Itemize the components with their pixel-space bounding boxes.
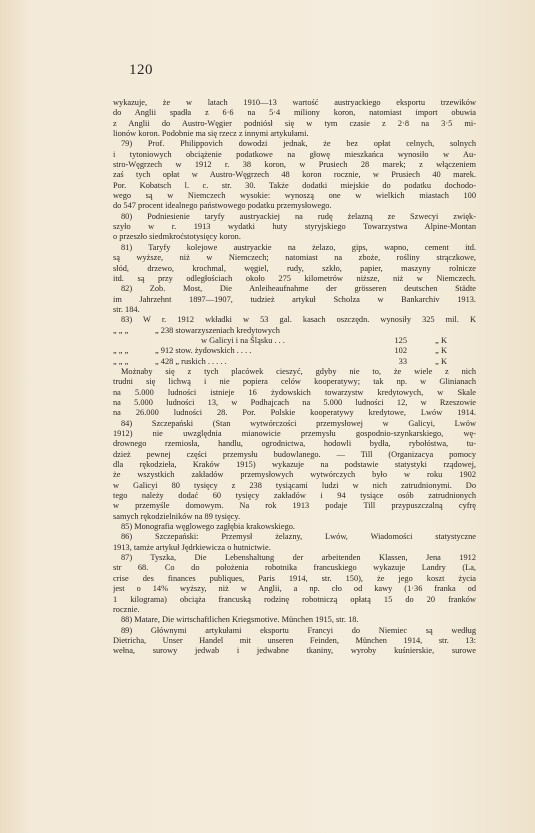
text-line: wykazuje, że w latach 1910—13 wartość austryackiego eksportu trzewików: [113, 98, 476, 107]
text-line: w Galicyi 80 tysięcy z 238 tysiącami ludzi w nich zatrudnionymi. Do: [113, 480, 476, 490]
text-line: trudni się lichwą i nie popiera celów kooperatywy; tak np. w Glinianach: [113, 377, 476, 387]
text-line: o przeszło siedmkroćstotysięcy koron.: [113, 232, 241, 242]
table-cell: „ „ „: [113, 356, 129, 366]
text-line: dzież pewnej części przemysłu budowlanego. — Till (Organizacya pomocy: [113, 449, 476, 459]
text-line: słód, drzewo, krochmal, węgiel, rudy, szkło, papier, maszyny rolnicze: [113, 263, 476, 273]
table-cell: 125: [394, 335, 407, 345]
text-line: dla rękodzieła, Kraków 1915) wykazuje na podstawie statystyki rządowej,: [113, 460, 476, 470]
text-line: Dietricha, Unser Handel mit unseren Feinden, München 1914, str. 13:: [113, 635, 476, 645]
text-line: 1913, tamże artykuł Jędrkiewicza o hutnictwie.: [113, 542, 271, 552]
footnote-89: 89) Głównymi artykułami eksportu Francyi do Niemiec są według: [121, 625, 476, 635]
text-line: crise des finances publiques, Paris 1914, str. 150), że jego koszt życia: [113, 573, 476, 583]
footnote-88: 88) Matare, Die wirtschaftlichen Kriegsmotive. München 1915, str. 18.: [121, 615, 359, 625]
table-cell: w Galicyi i na Śląsku . . .: [201, 335, 285, 345]
table-cell: „ K: [435, 346, 447, 356]
text-line: wełna, surowy jedwab i jedwabne tkaniny, wyroby kuśnierskie, surowe: [113, 646, 476, 656]
text-line: do Anglii spadła z 6·6 na 5·4 miliony koron, natomiast import obuwia: [113, 108, 476, 118]
text-line: zaś tych opłat w Austro-Węgrzech 48 koron rocznie, w Prusiech 40 marek.: [113, 170, 476, 180]
footnote-85: 85) Monografia węglowego zagłębia krakowskiego.: [121, 522, 296, 532]
text-line: samych rękodzielników na 89 tysięcy.: [113, 511, 241, 521]
table-row: [113, 336, 476, 346]
footnote-82: 82) Zob. Most, Die Anleiheaufnahme der grösseren deutschen Städte: [121, 284, 476, 294]
footnote-84: 84) Szczepański (Stan wytwórczości przemysłowej w Galicyi, Lwów: [121, 418, 476, 428]
footnote-86: 86) Szczepański: Przemysł żelazny, Lwów, Wiadomości statystyczne: [121, 532, 476, 542]
footnote-83: 83) W r. 1912 wkładki w 53 gal. kasach oszczędn. wynosiły 325 mil. K: [121, 315, 476, 325]
footnote-79: 79) Prof. Philippovich dowodzi jednak, że bez opłat celnych, solnych: [121, 139, 476, 149]
text-line: str 68. Co do położenia robotnika francuskiego wykazuje Landry (La,: [113, 563, 476, 573]
text-line: i tytoniowych obciążenie podatkowe na głowę mieszkańca wynosiło w Au-: [113, 149, 476, 159]
text-line: 1912) nie uwzględnia mianowicie przemysłu gospodnio-szynkarskiego, wę-: [113, 429, 476, 438]
text-line: im Jahrzehnt 1897—1907, tudzież artykuł Scholza w Bankarchiv 1913.: [113, 294, 476, 304]
text-line: na 26.000 ludności 28. Por. Polskie kooperatywy kredytowe, Lwów 1914.: [113, 408, 476, 418]
text-line: z Anglii do Austro-Węgier podniósł się w tym czasie z 2·8 na 3·5 mi-: [113, 118, 476, 128]
table-row: [113, 346, 476, 356]
table-cell: „ K: [435, 356, 447, 366]
table-cell: „ K: [435, 335, 447, 345]
footnote-80: 80) Podniesienie taryfy austryackiej na rudę żelazną ze Szwecyi zwięk-: [121, 211, 476, 221]
table-cell: 102: [394, 346, 407, 356]
text-line: rocznie.: [113, 604, 140, 614]
table-cell: 33: [398, 356, 407, 366]
text-line: itd. są przy odległościach około 275 kilometrów niższe, niż w Niemczech.: [113, 273, 476, 283]
text-line: Możnaby się z tych placówek cieszyć, gdyby nie to, że wiele z nich: [121, 366, 476, 376]
text-line: jest o 14% wyższy, niż w Anglii, a np. cło od kawy (1·36 franka od: [113, 584, 476, 594]
footnotes-text: [113, 98, 476, 657]
text-line: wego są w Niemczech wysokie: wynoszą one w wielkich miastach 100: [113, 191, 476, 201]
page-number: 120: [129, 62, 153, 78]
text-line: lionów koron. Podobnie ma się rzecz z innymi artykułami.: [113, 129, 309, 139]
text-line: drownego rzemiosła, handlu, ogrodnictwa, hodowli bydła, rybołóstwa, tu-: [113, 439, 476, 449]
footnote-87: 87) Tyszka, Die Lebenshaltung der arbeitenden Klassen, Jena 1912: [121, 553, 476, 563]
text-line: w przemyśle domowym. Na rok 1913 podaje Till przypuszczalną cyfrę: [113, 501, 476, 511]
text-line: 1 kilograma) obciąża francuską rodzinę robotniczą opłatą 15 do 20 franków: [113, 594, 476, 604]
text-line: są wyższe, niż w Niemczech; natomiast na zboże, rośliny strączkowe,: [113, 253, 476, 263]
text-line: str. 184.: [113, 304, 140, 314]
text-line: do 547 procent idealnego państwowego podatku przemysłowego.: [113, 201, 332, 211]
text-line: tego należy dodać 60 tysięcy zakładów i 94 tysiące osób zatrudnionych: [113, 491, 476, 501]
table-cell: „ 912 stow. żydowskich . . . .: [155, 346, 252, 356]
table-cell: „ „ „: [113, 325, 129, 335]
text-line: stro-Węgrzech w 1912 r. 38 koron, w Prusiech 28 marek; z włączeniem: [113, 160, 476, 170]
table-cell: „ „ „: [113, 346, 129, 356]
table-row: [113, 357, 476, 367]
table-cell: „ 428 „ ruskich . . . . .: [155, 356, 227, 366]
footnote-81: 81) Taryfy kolejowe austryackie na żelazo, gips, wapno, cement itd.: [121, 242, 476, 252]
table-row: [113, 326, 476, 336]
text-line: na 5.000 ludności 13, w Podhajcach na 5.000 ludności 12, w Rzeszowie: [113, 397, 476, 407]
text-line: Por. Kobatsch l. c. str. 30. Także dodatki miejskie do podatku dochodo-: [113, 180, 476, 190]
text-line: że wszystkich zakładów przemysłowych wytwórczych było w roku 1902: [113, 470, 476, 480]
text-line: na 5.000 ludności istnieje 16 żydowskich towarzystw kredytowych, w Skale: [113, 387, 476, 397]
table-cell: „ 238 stowarzyszeniach kredytowych: [155, 325, 280, 335]
text-line: szyło w r. 1913 wydatki huty styryjskiego Towarzystwa Alpine-Montan: [113, 222, 476, 232]
